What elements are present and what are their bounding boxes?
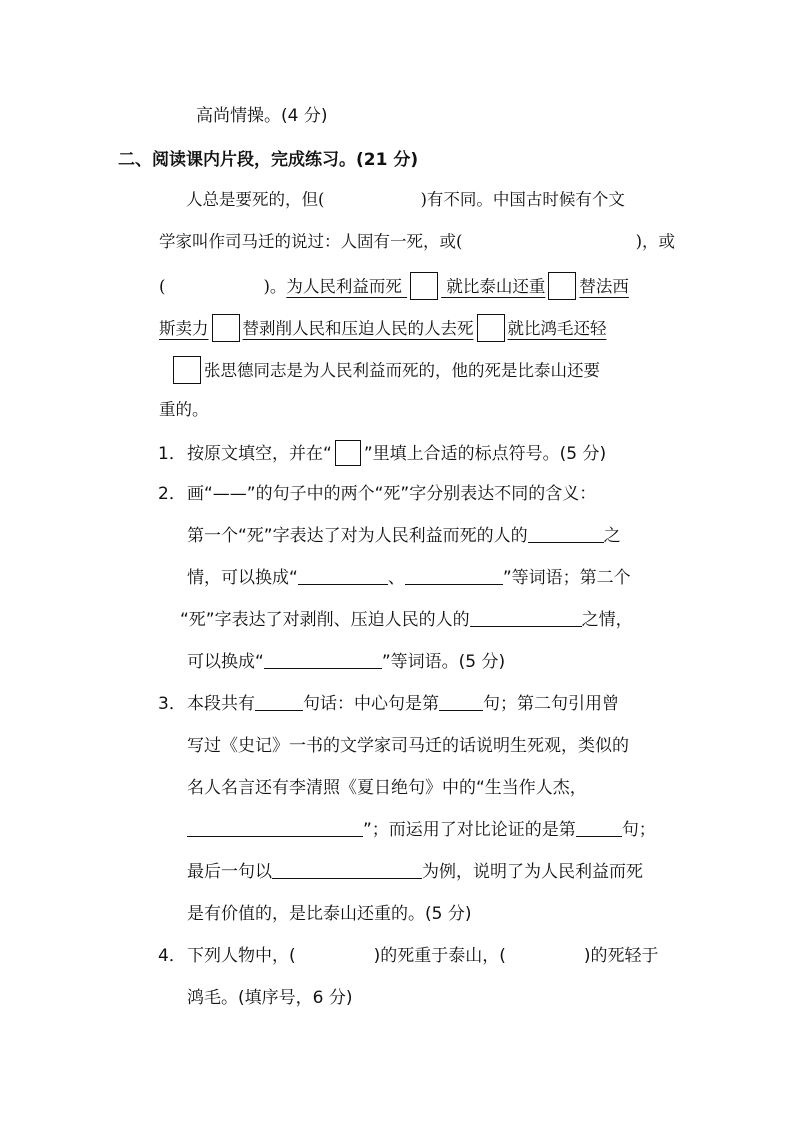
answer-blank-q2-5[interactable]: [264, 650, 382, 669]
question-1-line: 1．按原文填空，并在“ ”里填上合适的标点符号。(5 分): [158, 440, 606, 466]
answer-blank-q2-3[interactable]: [405, 566, 503, 585]
passage-line-2: 学家叫作司马迁的说过：人固有一死，或( )，或: [159, 230, 675, 254]
punct-box-1[interactable]: [410, 272, 438, 300]
answer-blank-q2-1[interactable]: [528, 524, 604, 543]
question-2-line-4: “死”字表达了对剥削、压迫人民的人的 之情，: [180, 610, 633, 630]
passage-line-4: [159, 314, 607, 342]
answer-blank-q3-1[interactable]: [255, 692, 303, 711]
question-3-line-5: 最后一句以 为例，说明了为人民利益而死: [187, 862, 643, 882]
punct-box-4[interactable]: [477, 314, 505, 342]
passage-line-1: 人总是要死的，但( )有不同。中国古时候有个文: [186, 190, 625, 209]
punct-box-3[interactable]: [212, 314, 240, 342]
passage-line-5: 张思德同志是为人民利益而死的，他的死是比泰山还要: [170, 356, 600, 384]
question-2-line-1: 2．画“——”的句子中的两个“死”字分别表达不同的含义：: [158, 484, 597, 504]
question-3-line-6: 是有价值的，是比泰山还重的。(5 分): [187, 904, 472, 924]
question-2-line-3: 情，可以换成“ 、 ”等词语；第二个: [187, 568, 631, 588]
question-3-line-4: ”；而运用了对比论证的是第 句；: [187, 818, 656, 842]
question-4-line-1: 4．下列人物中，( )的死重于泰山，( )的死轻于: [158, 946, 659, 966]
answer-blank-q3-2[interactable]: [439, 692, 483, 711]
punct-box-sample: [335, 440, 361, 466]
punct-box-5[interactable]: [173, 356, 201, 384]
question-3-line-3: 名人名言还有李清照《夏日绝句》中的“生当作人杰，: [187, 778, 587, 798]
answer-blank-q2-2[interactable]: [298, 566, 388, 585]
passage-blank-2[interactable]: [462, 230, 635, 254]
answer-blank-q3-4[interactable]: [576, 818, 622, 837]
question-3-line-2: 写过《史记》一书的文学家司马迁的话说明生死观，类似的: [187, 736, 629, 756]
passage-line-6: 重的。: [159, 400, 209, 419]
underlined-sentence-1a: 为人民利益而死 就比泰山还重 替法西: [286, 277, 629, 296]
answer-blank-q2-4[interactable]: [470, 608, 582, 627]
punct-box-2[interactable]: [548, 272, 576, 300]
question-4-line-2: 鸿毛。(填序号，6 分): [187, 988, 353, 1008]
question-2-line-2: 第一个“死”字表达了对为人民利益而死的人的 之: [187, 526, 621, 546]
passage-line-3: ( )。为人民利益而死 就比泰山还重 替法西: [159, 272, 675, 300]
answer-blank-q3-3[interactable]: [187, 818, 363, 837]
question-3-line-1: 3．本段共有 句话：中心句是第 句；第二句引用曾: [158, 694, 619, 714]
underlined-sentence-2: 斯卖力 替剥削人民和压迫人民的人去死 就比鸿毛还轻: [159, 319, 607, 338]
section-2-title: 二、阅读课内片段，完成练习。(21 分): [118, 150, 419, 170]
question-2-line-5: 可以换成“ ”等词语。(5 分): [187, 652, 506, 672]
answer-blank-q3-5[interactable]: [272, 860, 422, 879]
prev-section-tail: 高尚情操。(4 分): [196, 106, 328, 126]
